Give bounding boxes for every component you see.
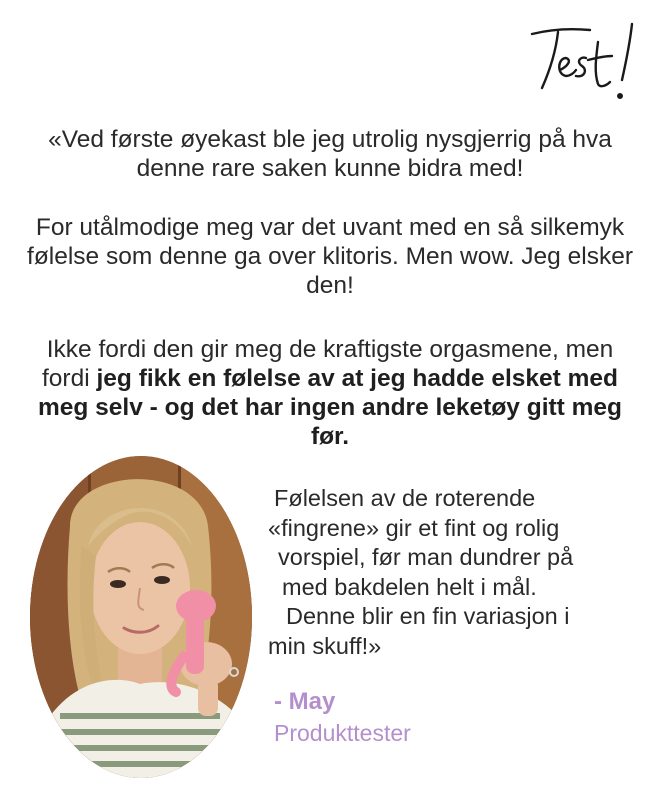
quote-paragraph-3-emphasis: jeg fikk en følelse av at jeg hadde elsket med meg selv - og det har ingen andre leketøy gitt meg før. <box>37 365 623 450</box>
quote-paragraph-3 <box>20 335 640 451</box>
side-quote-line: Følelsen av de roterende <box>274 485 536 511</box>
side-quote <box>268 484 652 662</box>
test-logo <box>528 18 640 104</box>
quote-paragraph-1: «Ved første øyekast ble jeg utrolig nysgjerrig på hva denne rare saken kunne bidra med! <box>48 126 612 182</box>
side-quote-line: Denne blir en fin variasjon i <box>286 603 570 630</box>
quote-paragraph-3-intro: Ikke fordi den gir meg de kraftigste orgasmene, men fordi <box>42 336 614 392</box>
side-quote-line: «fingrene» gir et fint og rolig <box>268 514 560 541</box>
side-quote-line: vorspiel, før man dundrer på <box>278 544 574 571</box>
tester-photo <box>30 456 252 778</box>
author-name: - May <box>274 688 336 715</box>
side-quote-line: min skuff!» <box>268 632 382 659</box>
side-quote-line: med bakdelen helt i mål. <box>282 573 537 600</box>
quote-paragraph-2: For utålmodige meg var det uvant med en så silkemyk følelse som denne ga over klitoris. Men wow. Jeg elsker den! <box>27 214 633 299</box>
author-role: Produkttester <box>274 720 411 746</box>
